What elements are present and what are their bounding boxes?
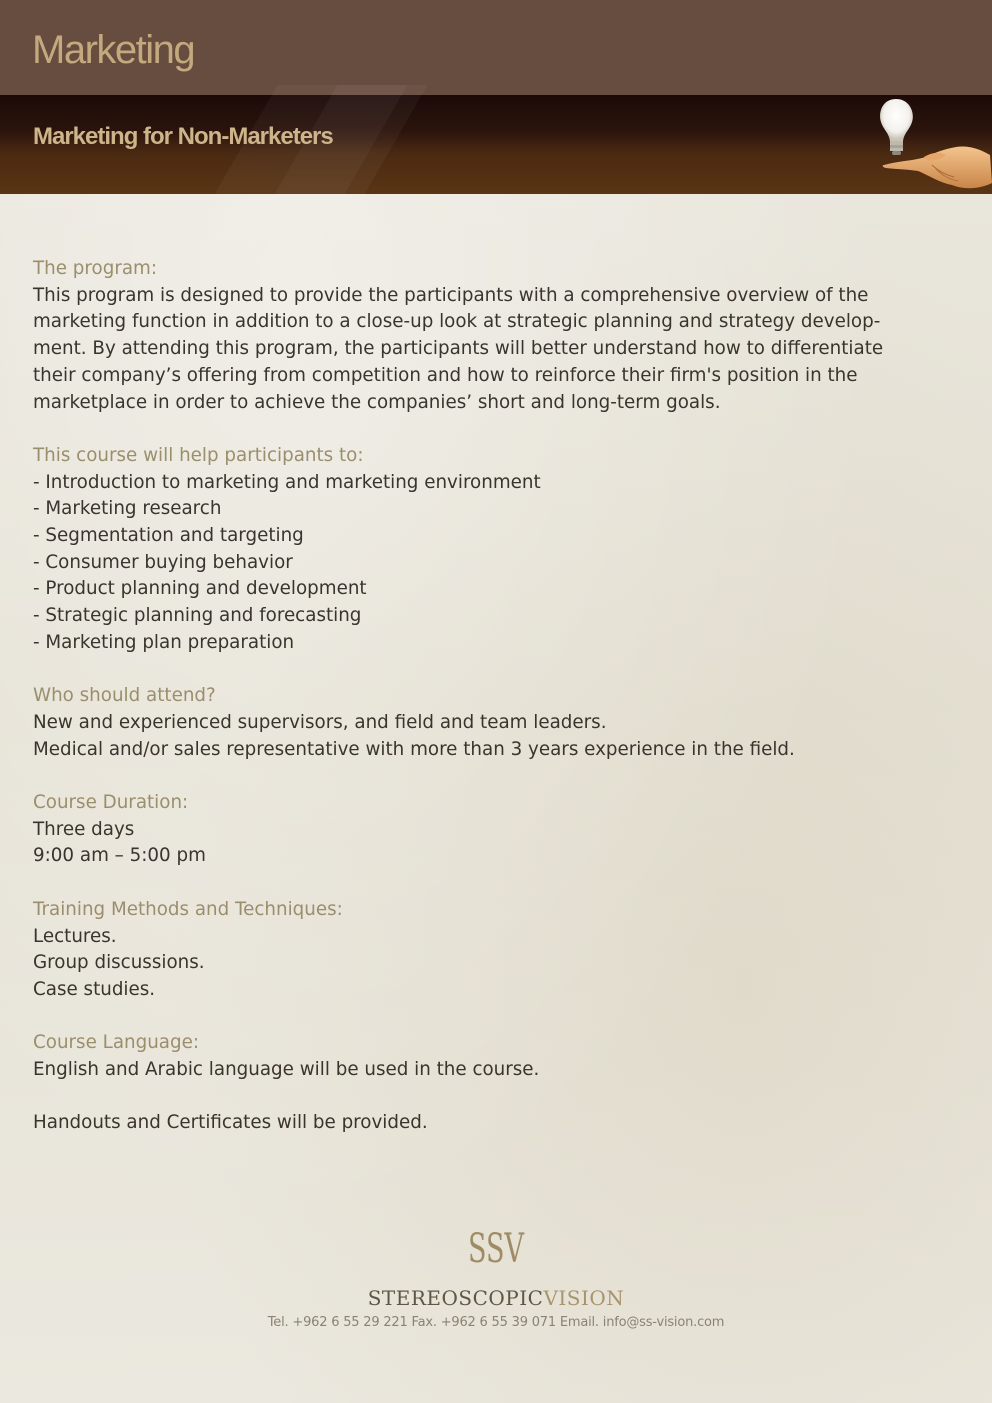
brand-name-dark: STEREOSCOPIC [367, 1286, 544, 1310]
title-banner [0, 95, 992, 194]
section-title: Marketing [32, 28, 195, 72]
body-line: Handouts and Certificates will be provided. [33, 1112, 428, 1134]
brand-name-light: VISION [543, 1286, 625, 1310]
list-item: - Product planning and development [33, 578, 367, 600]
list-item: - Segmentation and targeting [33, 525, 304, 547]
top-bar [0, 0, 992, 95]
course-title: Marketing for Non-Marketers [33, 123, 333, 150]
closing-note [33, 1110, 933, 1137]
light-bulb-icon [880, 99, 913, 155]
program-section [33, 256, 933, 416]
language-section [33, 1030, 933, 1083]
list-item: - Marketing plan preparation [33, 631, 295, 653]
body-line: marketplace in order to achieve the companies’ short and long-term goals. [33, 391, 721, 413]
section-heading: This course will help participants to: [33, 444, 364, 466]
body-line: English and Arabic language will be used in the course. [33, 1059, 540, 1081]
body-line: their company’s offering from competition and how to reinforce their firm's position in the [33, 364, 858, 386]
brand-name [0, 1286, 992, 1310]
body-line: marketing function in addition to a close-up look at strategic planning and strategy develop- [33, 311, 881, 333]
body-line: 9:00 am – 5:00 pm [33, 845, 206, 867]
course-description [33, 256, 933, 1164]
section-heading: Training Methods and Techniques: [33, 898, 343, 920]
section-heading: The program: [33, 258, 158, 279]
body-line: This program is designed to provide the participants with a comprehensive overview of the [33, 284, 869, 306]
contact-info: Tel. +962 6 55 29 221 Fax. +962 6 55 39 071 Email. info@ss-vision.com [267, 1315, 725, 1330]
body-line: Case studies. [33, 978, 156, 1000]
body-line: Three days [33, 818, 135, 840]
list-item: - Consumer buying behavior [33, 551, 293, 573]
body-line: ment. By attending this program, the participants will better understand how to differentiate [33, 338, 884, 360]
body-line: Lectures. [33, 925, 117, 947]
body-line: New and experienced supervisors, and field and team leaders. [33, 711, 607, 733]
hand-holding-bulb-illustration [872, 95, 992, 194]
methods-section [33, 897, 933, 1004]
section-heading: Who should attend? [33, 685, 216, 707]
ssv-monogram-icon [466, 1222, 526, 1282]
section-heading: Course Duration: [33, 792, 189, 814]
list-item: - Marketing research [33, 498, 222, 520]
body-line: Medical and/or sales representative with more than 3 years experience in the field. [33, 738, 795, 760]
list-item: - Introduction to marketing and marketing environment [33, 471, 541, 493]
list-item: - Strategic planning and forecasting [33, 605, 362, 627]
objectives-section [33, 443, 933, 657]
duration-section [33, 790, 933, 870]
body-line: Group discussions. [33, 952, 205, 974]
logo-letters: SSV [468, 1226, 525, 1272]
section-heading: Course Language: [33, 1032, 200, 1054]
audience-section [33, 683, 933, 763]
